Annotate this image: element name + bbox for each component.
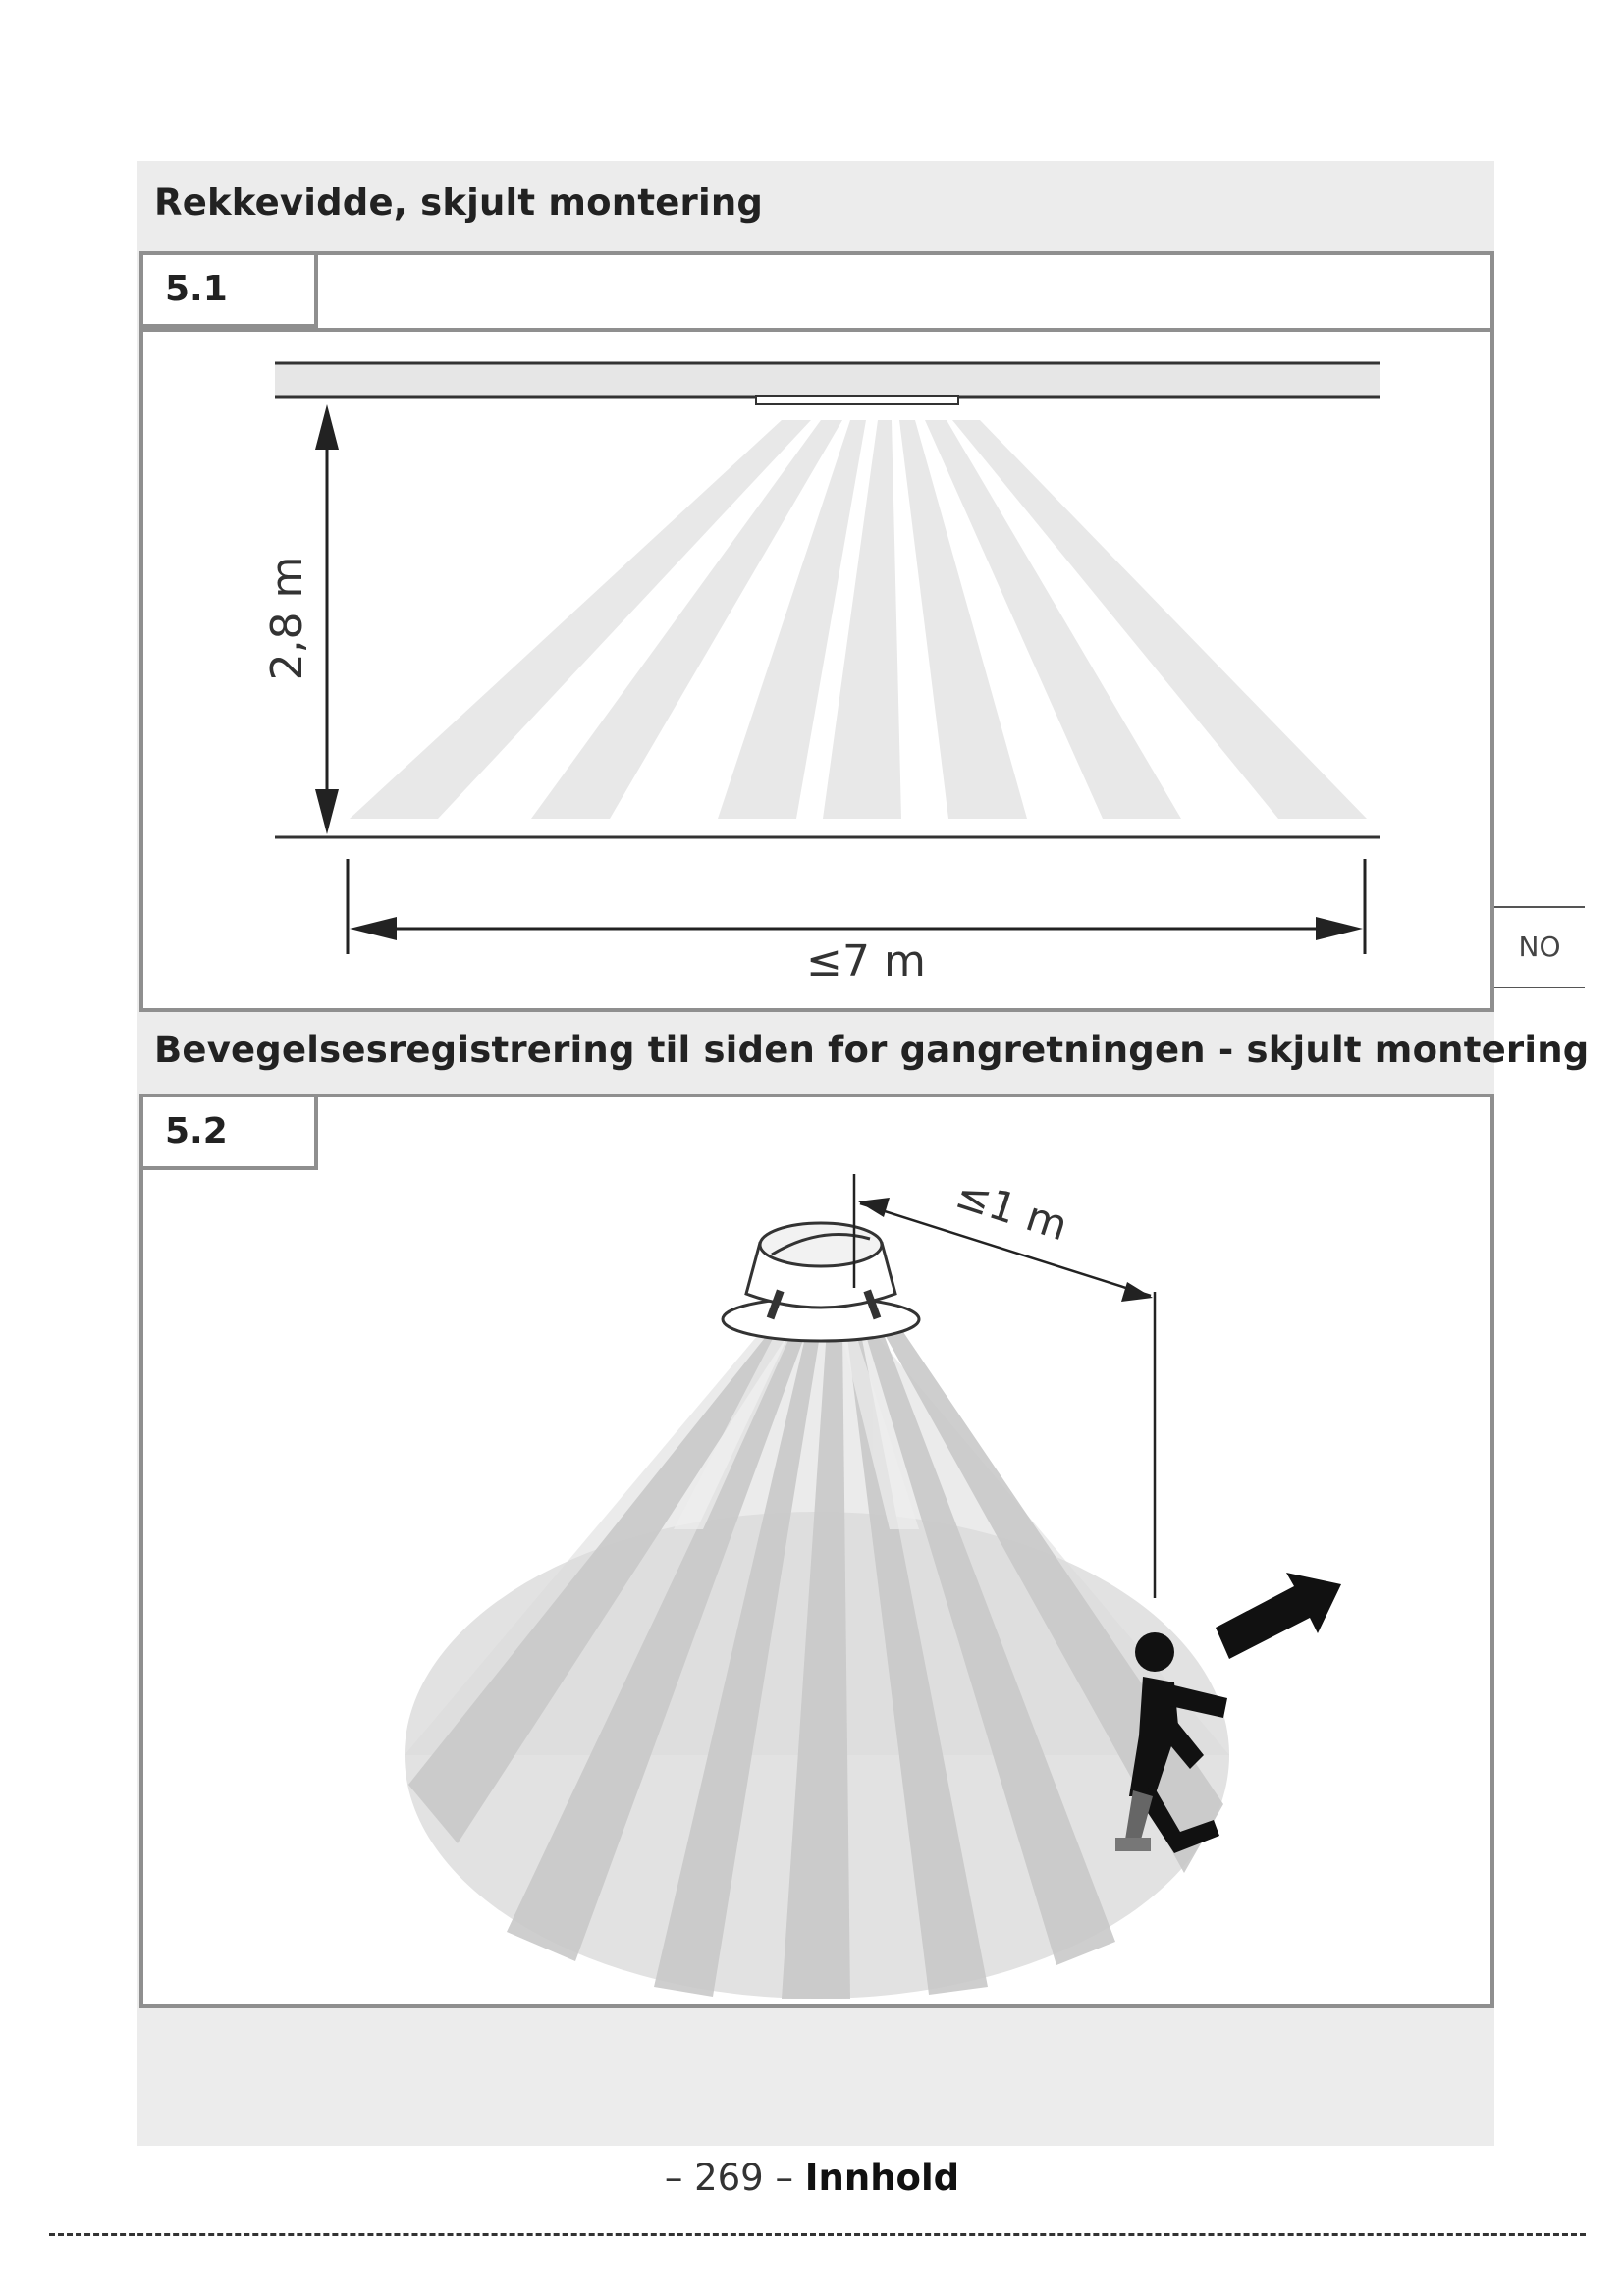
height-label: 2,8 m [262, 556, 312, 681]
section-title-range: Rekkevidde, skjult montering [154, 182, 764, 224]
distance-label: ≤1 m [949, 1168, 1074, 1251]
page-number: – 269 – [664, 2157, 793, 2199]
panel-side-detection-diagram [139, 1094, 1494, 2008]
footer-divider [49, 2233, 1586, 2236]
language-tab[interactable]: NO [1494, 906, 1585, 988]
side-detection-diagram [143, 1097, 1490, 2004]
ceiling [275, 363, 1380, 397]
width-label: ≤7 m [806, 936, 926, 987]
page-footer [0, 2157, 1624, 2199]
range-diagram [143, 255, 1490, 1008]
figure-number: 5.1 [143, 255, 318, 328]
sensor-unit [723, 1223, 919, 1341]
direction-arrow-icon [1216, 1573, 1341, 1659]
section-title-side-detection: Bevegelsesregistrering til siden for gangretningen - skjult montering [154, 1029, 1590, 1071]
sensor [756, 396, 958, 404]
contents-link[interactable]: Innhold [804, 2157, 960, 2199]
panel-range-diagram [139, 251, 1494, 1012]
figure-number: 5.2 [143, 1097, 318, 1170]
detection-beams [350, 420, 1367, 819]
